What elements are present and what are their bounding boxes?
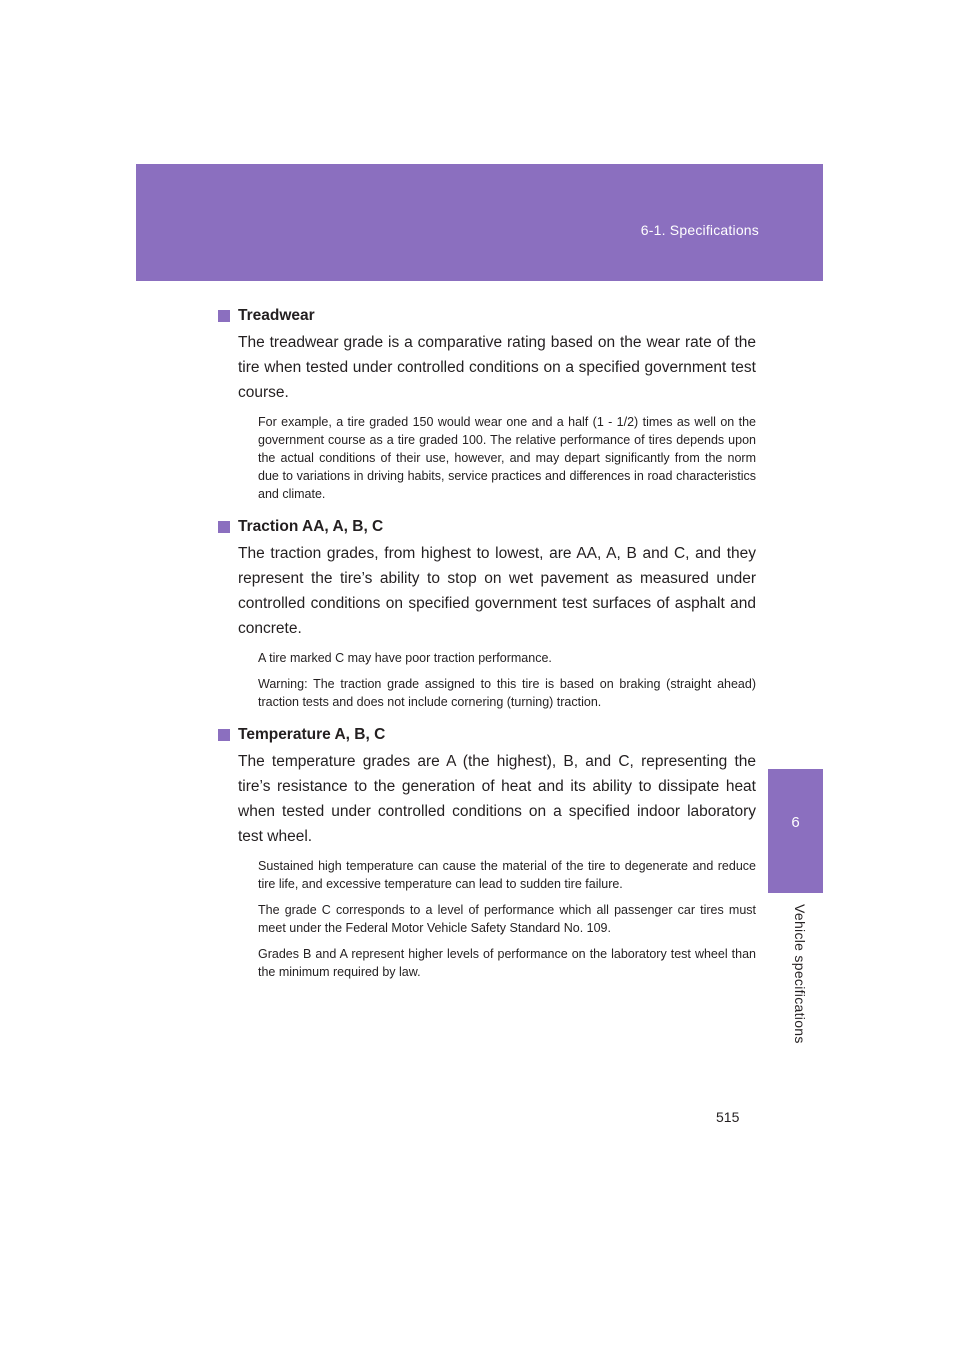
section-heading [238,517,756,537]
chapter-tab [768,769,823,893]
heading-text: Treadwear [238,307,315,324]
section-note: The grade C corresponds to a level of performance which all passenger car tires must meet under the Federal Motor Vehicle Safety Standard No. 109. [258,903,756,935]
section-note: Warning: The traction grade assigned to this tire is based on braking (straight ahead) traction tests and does not include cornering (turning) traction. [258,677,756,709]
section-body: The treadwear grade is a comparative rating based on the wear rate of the tire when tested under controlled conditions on a specified government test course. [238,334,756,401]
section-temperature [238,725,756,981]
heading-text: Traction AA, A, B, C [238,518,384,535]
section-body: The temperature grades are A (the highest), B, and C, representing the tire’s resistance to the generation of heat and its ability to dissipate heat when tested under controlled conditions on a specified indoor laboratory test wheel. [238,753,756,845]
section-title: 6-1. Specifications [640,222,759,238]
section-note: Grades B and A represent higher levels of performance on the laboratory test wheel than the minimum required by law. [258,947,756,979]
section-note: Sustained high temperature can cause the material of the tire to degenerate and reduce tire life, and excessive temperature can lead to sudden tire failure. [258,859,756,891]
section-treadwear [238,306,756,503]
section-heading [238,725,756,745]
section-heading [238,306,756,326]
section-traction [238,517,756,711]
header-band [136,164,823,281]
section-body: The traction grades, from highest to lowest, are AA, A, B and C, and they represent the tire’s ability to stop on wet pavement as measured under controlled conditions on specified government test surfaces of asphalt and concrete. [238,545,756,637]
square-bullet-icon [218,729,230,741]
main-content [238,306,756,995]
chapter-label: Vehicle specifications [792,904,808,1044]
section-note: A tire marked C may have poor traction performance. [258,651,552,665]
heading-text: Temperature A, B, C [238,726,386,743]
square-bullet-icon [218,310,230,322]
section-note: For example, a tire graded 150 would wear one and a half (1 - 1/2) times as well on the government course as a tire graded 100. The relative performance of tires depends upon the actual conditions of their use, however, and may depart significantly from the norm due to variations in driving habits, service practices and differences in road characteristics and climate. [258,415,756,501]
square-bullet-icon [218,521,230,533]
chapter-number: 6 [791,814,800,831]
page-number: 515 [716,1109,740,1125]
